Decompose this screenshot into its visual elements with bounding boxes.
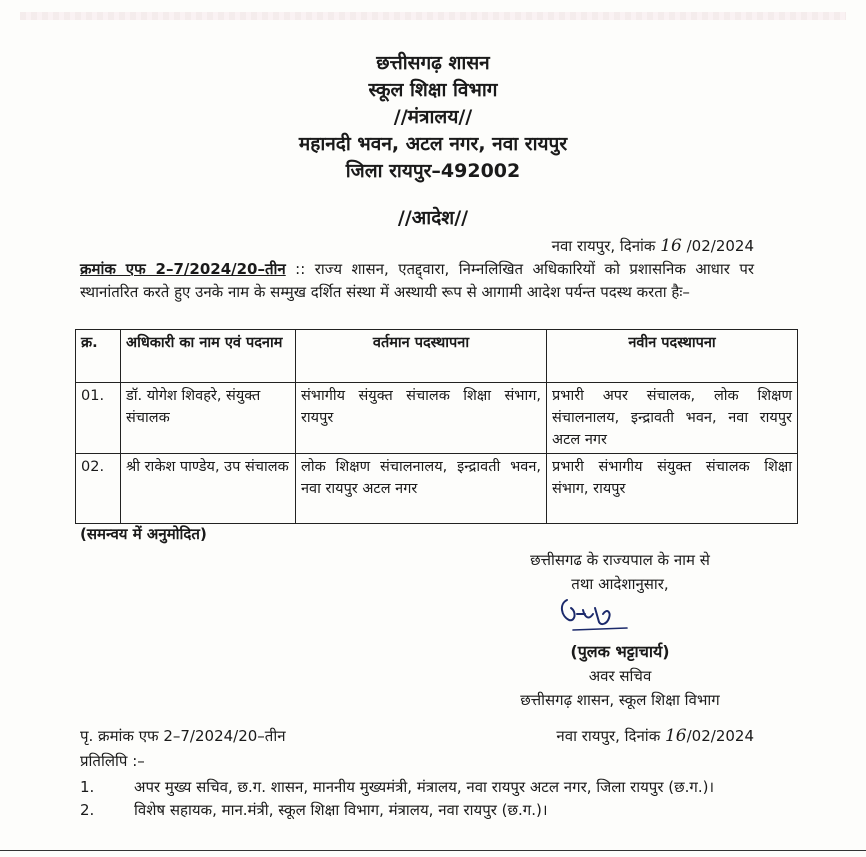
table-row bbox=[76, 454, 798, 524]
date-day-handwritten: 16 bbox=[660, 236, 682, 256]
endorsement-date-rest: /02/2024 bbox=[686, 727, 754, 745]
signer-name: (पुलक भट्टाचार्य) bbox=[570, 642, 670, 661]
date-prefix: नवा रायपुर, दिनांक bbox=[551, 237, 661, 255]
endorsement-date bbox=[556, 726, 754, 746]
list-item bbox=[80, 776, 760, 799]
cell-officer: श्री राकेश पाण्डेय, उप संचालक bbox=[121, 454, 296, 524]
cell-current-posting: संभागीय संयुक्त संचालक शिक्षा संभाग, रायपुर bbox=[296, 383, 547, 454]
cell-sno: 02. bbox=[76, 454, 121, 524]
list-item bbox=[80, 799, 760, 822]
order-date bbox=[552, 236, 754, 256]
header-officer: अधिकारी का नाम एवं पदनाम bbox=[121, 330, 296, 383]
letterhead-ministry: //मंत्रालय// bbox=[393, 106, 473, 128]
postings-table bbox=[75, 329, 798, 524]
cell-sno: 01. bbox=[76, 383, 121, 454]
approval-note: (समन्वय में अनुमोदित) bbox=[80, 525, 207, 543]
table-row bbox=[76, 383, 798, 454]
endorsement-date-day-handwritten: 16 bbox=[664, 726, 687, 746]
header-sno: क्र. bbox=[76, 330, 121, 383]
watermark-band bbox=[20, 12, 846, 20]
cell-officer: डॉ. योगेश शिवहरे, संयुक्त संचालक bbox=[121, 383, 296, 454]
date-rest: /02/2024 bbox=[681, 237, 754, 255]
authority-block bbox=[460, 548, 780, 596]
endorsement-date-prefix: नवा रायपुर, दिनांक bbox=[556, 727, 665, 745]
copy-to-label: प्रतिलिपि :– bbox=[80, 752, 145, 770]
order-title: //आदेश// bbox=[397, 207, 469, 229]
order-reference: क्रमांक एफ 2–7/2024/20–तीन bbox=[80, 260, 286, 278]
letterhead-district: जिला रायपुर–492002 bbox=[345, 160, 521, 182]
letterhead bbox=[0, 50, 866, 185]
letterhead-department: स्कूल शिक्षा विभाग bbox=[368, 79, 498, 101]
order-text: :: राज्य शासन, एतद्द्वारा, निम्नलिखित अधिकारियों को प्रशासनिक आधार पर स्थानांतरित करते हुए उनके नाम के सम्मुख दर्शित संस्था में अस्थायी रूप से आगामी आदेश पर्यन्त पदस्थ करता हैः– bbox=[80, 260, 754, 301]
header-new-posting: नवीन पदस्थापना bbox=[547, 330, 798, 383]
table-header-row bbox=[76, 330, 798, 383]
authority-line-2: तथा आदेशानुसार, bbox=[571, 575, 669, 593]
list-item-number: 1. bbox=[80, 778, 95, 796]
list-item-number: 2. bbox=[80, 801, 95, 819]
signer-block bbox=[460, 640, 780, 712]
endorsement-reference: पृ. क्रमांक एफ 2–7/2024/20–तीन bbox=[80, 727, 286, 745]
signer-designation: अवर सचिव bbox=[588, 667, 652, 685]
header-current-posting: वर्तमान पदस्थापना bbox=[296, 330, 547, 383]
authority-line-1: छत्तीसगढ के राज्यपाल के नाम से bbox=[530, 551, 710, 569]
cell-new-posting: प्रभारी अपर संचालक, लोक शिक्षण संचालनालय, इन्द्रावती भवन, नवा रायपुर अटल नगर bbox=[547, 383, 798, 454]
signature-image bbox=[555, 594, 645, 634]
letterhead-government: छत्तीसगढ़ शासन bbox=[376, 52, 490, 74]
copy-to-list bbox=[80, 776, 760, 822]
cell-current-posting: लोक शिक्षण संचालनालय, इन्द्रावती भवन, नवा रायपुर अटल नगर bbox=[296, 454, 547, 524]
letterhead-address: महानदी भवन, अटल नगर, नवा रायपुर bbox=[298, 133, 568, 155]
signer-department: छत्तीसगढ़ शासन, स्कूल शिक्षा विभाग bbox=[520, 691, 720, 709]
order-body bbox=[80, 258, 754, 304]
list-item-text: विशेष सहायक, मान.मंत्री, स्कूल शिक्षा विभाग, मंत्रालय, नवा रायपुर (छ.ग.)। bbox=[134, 801, 548, 819]
cell-new-posting: प्रभारी संभागीय संयुक्त संचालक शिक्षा संभाग, रायपुर bbox=[547, 454, 798, 524]
list-item-text: अपर मुख्य सचिव, छ.ग. शासन, माननीय मुख्यमंत्री, मंत्रालय, नवा रायपुर अटल नगर, जिला रायपुर (छ.ग.)। bbox=[134, 778, 715, 796]
